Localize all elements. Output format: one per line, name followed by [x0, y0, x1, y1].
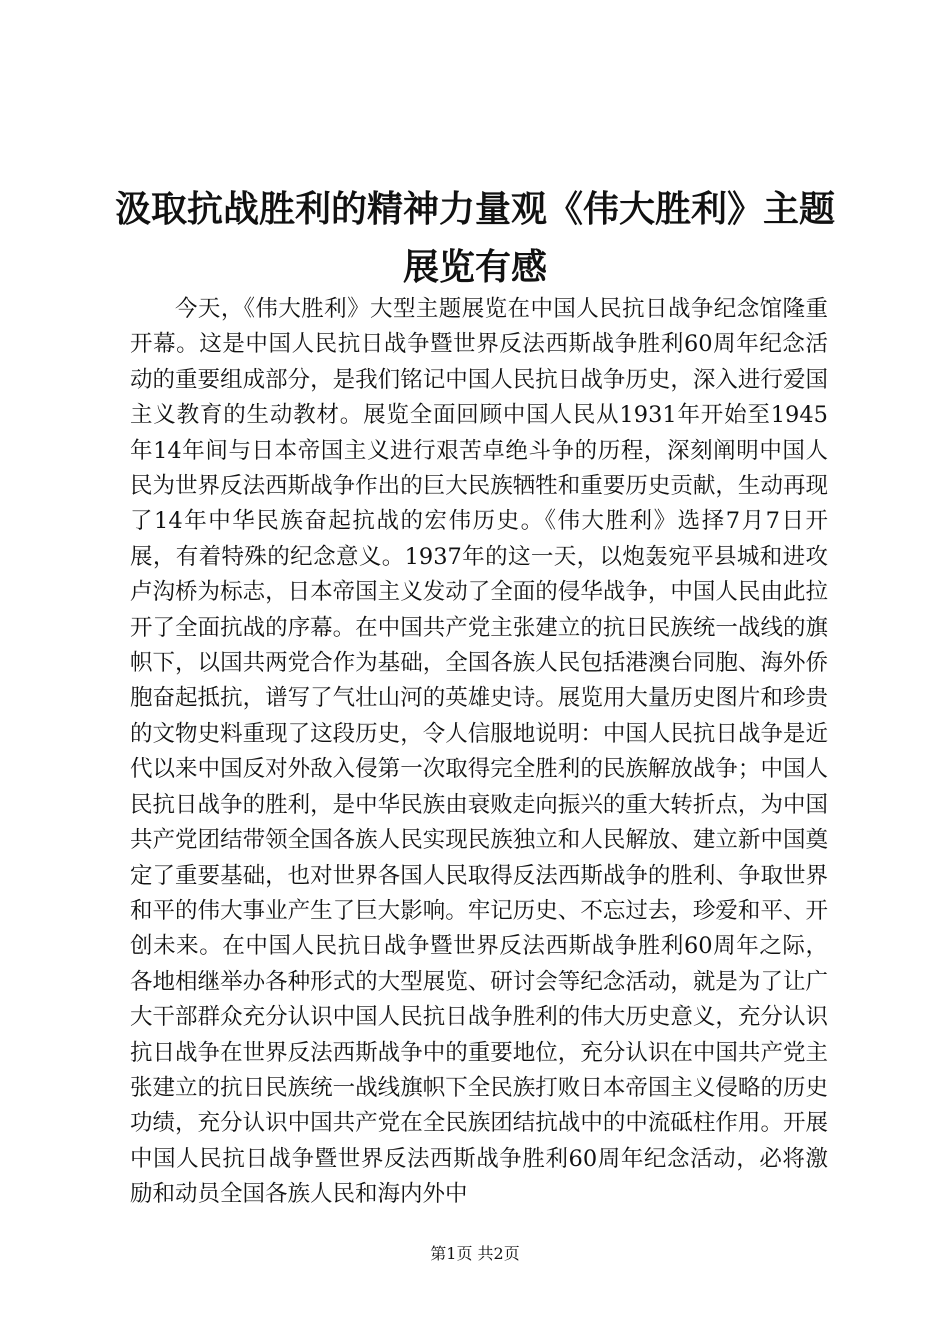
title-line-2: 展览有感 — [402, 246, 547, 288]
page-footer: 第1页 共2页 — [430, 1244, 520, 1263]
body-paragraph: 今天，《伟大胜利》大型主题展览在中国人民抗日战争纪念馆隆重开幕。这是中国人民抗日战争暨世界反法西斯战争胜利60周年纪念活动的重要组成部分，是我们铭记中国人民抗日战争历史，深入进行爱国主义教育的生动教材。展览全面回顾中国人民从1931年开始至1945年14年间与日本帝国主义进行艰苦卓绝斗争的历程，深刻阐明中国人民为世界反法西斯战争作出的巨大民族牺牲和重要历史贡献，生动再现了14年中华民族奋起抗战的宏伟历史。《伟大胜利》选择7月7日开展，有着特殊的纪念意义。1937年的这一天，以炮轰宛平县城和进攻卢沟桥为标志，日本帝国主义发动了全面的侵华战争，中国人民由此拉开了全面抗战的序幕。在中国共产党主张建立的抗日民族统一战线的旗帜下，以国共两党合作为基础，全国各族人民包括港澳台同胞、海外侨胞奋起抵抗，谱写了气壮山河的英雄史诗。展览用大量历史图片和珍贵的文物史料重现了这段历史，令人信服地说明：中国人民抗日战争是近代以来中国反对外敌入侵第一次取得完全胜利的民族解放战争；中国人民抗日战争的胜利，是中华民族由衰败走向振兴的重大转折点，为中国共产党团结带领全国各族人民实现民族独立和人民解放、建立新中国奠定了重要基础，也对世界各国人民取得反法西斯战争的胜利、争取世界和平的伟大事业产生了巨大影响。牢记历史、不忘过去，珍爱和平、开创未来。在中国人民抗日战争暨世界反法西斯战争胜利60周年之际，各地相继举办各种形式的大型展览、研讨会等纪念活动，就是为了让广大干部群众充分认识中国人民抗日战争胜利的伟大历史意义，充分认识抗日战争在世界反法西斯战争中的重要地位，充分认识在中国共产党主张建立的抗日民族统一战线旗帜下全民族打败日本帝国主义侵略的历史功绩，充分认识中国共产党在全民族团结抗战中的中流砥柱作用。开展中国人民抗日战争暨世界反法西斯战争胜利60周年纪念活动，必将激励和动员全国各族人民和海内外中 — [130, 296, 828, 1208]
title-line-1: 汲取抗战胜利的精神力量观《伟大胜利》主题 — [114, 188, 835, 230]
document-title — [110, 180, 840, 296]
